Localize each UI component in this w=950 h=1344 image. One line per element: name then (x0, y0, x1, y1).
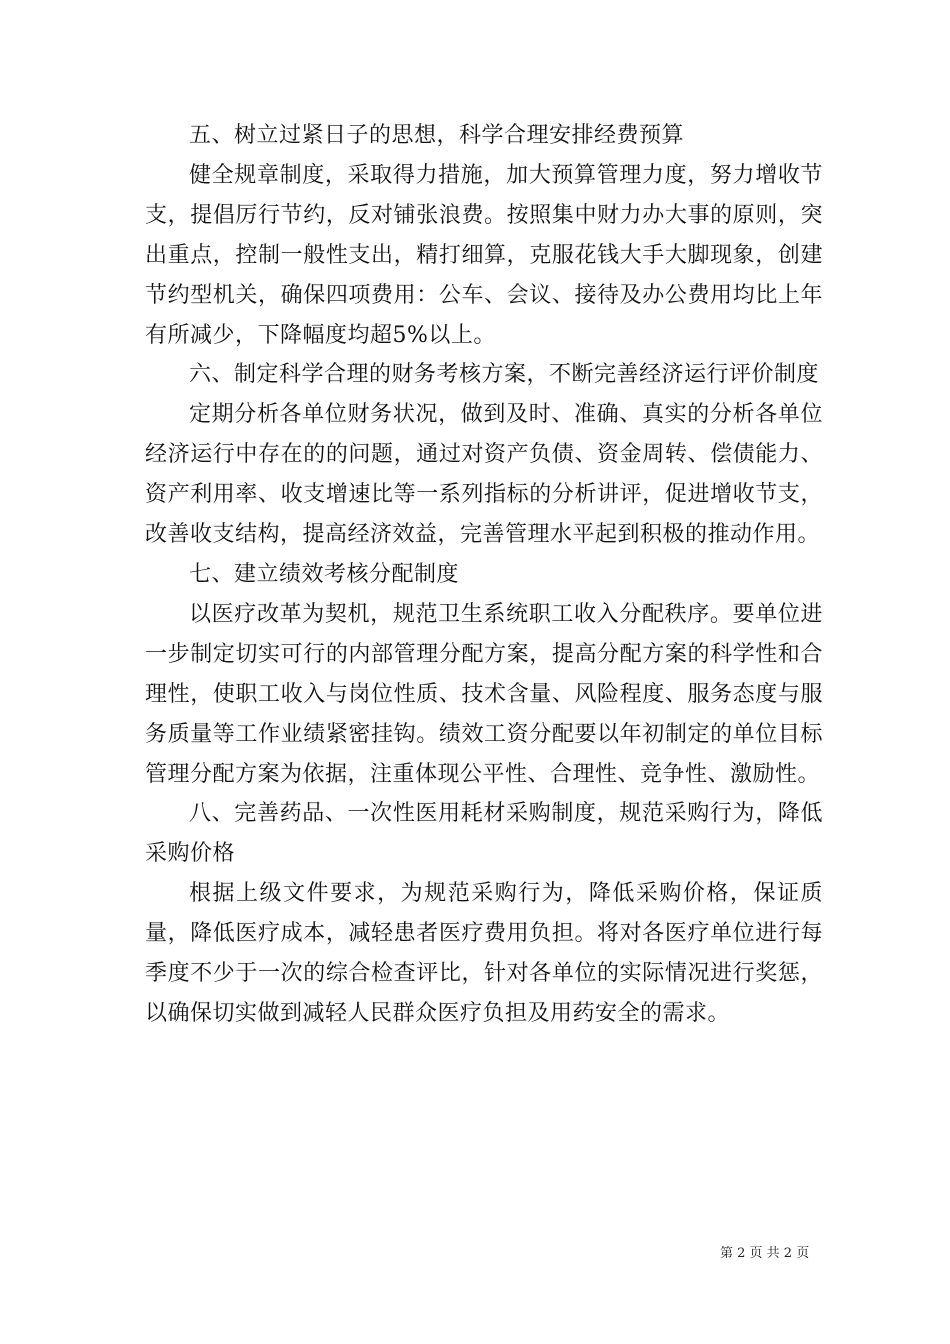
section-7-heading: 七、建立绩效考核分配制度 (189, 561, 460, 587)
section-6-body: 定期分析各单位财务状况，做到及时、准确、真实的分析各单位经济运行中存在的的问题，通过对资产负债、资金周转、偿债能力、资产利用率、收支增速比等一系列指标的分析讲评，促进增收节支，改善收支结构，提高经济效益，完善管理水平起到积极的推动作用。 (145, 402, 823, 548)
section-8-body: 根据上级文件要求，为规范采购行为，降低采购价格，保证质量，降低医疗成本，减轻患者医疗费用负担。将对各医疗单位进行每季度不少于一次的综合检查评比，针对各单位的实际情况进行奖惩，以确保切实做到减轻人民群众医疗负担及用药安全的需求。 (145, 881, 823, 1026)
page-number-footer: 第 2 页 共 2 页 (720, 1246, 810, 1261)
section-8-heading: 八、完善药品、一次性医用耗材采购制度，规范采购行为，降低采购价格 (145, 801, 823, 867)
section-5-heading: 五、树立过紧日子的思想，科学合理安排经费预算 (189, 123, 685, 148)
section-5-body: 健全规章制度，采取得力措施，加大预算管理力度，努力增收节支，提倡厉行节约，反对铺张浪费。按照集中财力办大事的原则，突出重点，控制一般性支出，精打细算，克服花钱大手大脚现象，创建节约型机关，确保四项费用：公车、会议、接待及办公费用均比上年有所减少，下降幅度均超5%以上。 (145, 162, 823, 348)
document-body (145, 116, 823, 1034)
section-6-heading: 六、制定科学合理的财务考核方案，不断完善经济运行评价制度 (189, 362, 820, 388)
section-7-body: 以医疗改革为契机，规范卫生系统职工收入分配秩序。要单位进一步制定切实可行的内部管理分配方案，提高分配方案的科学性和合理性，使职工收入与岗位性质、技术含量、风险程度、服务态度与服务质量等工作业绩紧密挂钩。绩效工资分配要以年初制定的单位目标管理分配方案为依据，注重体现公平性、合理性、竞争性、激励性。 (145, 601, 823, 787)
